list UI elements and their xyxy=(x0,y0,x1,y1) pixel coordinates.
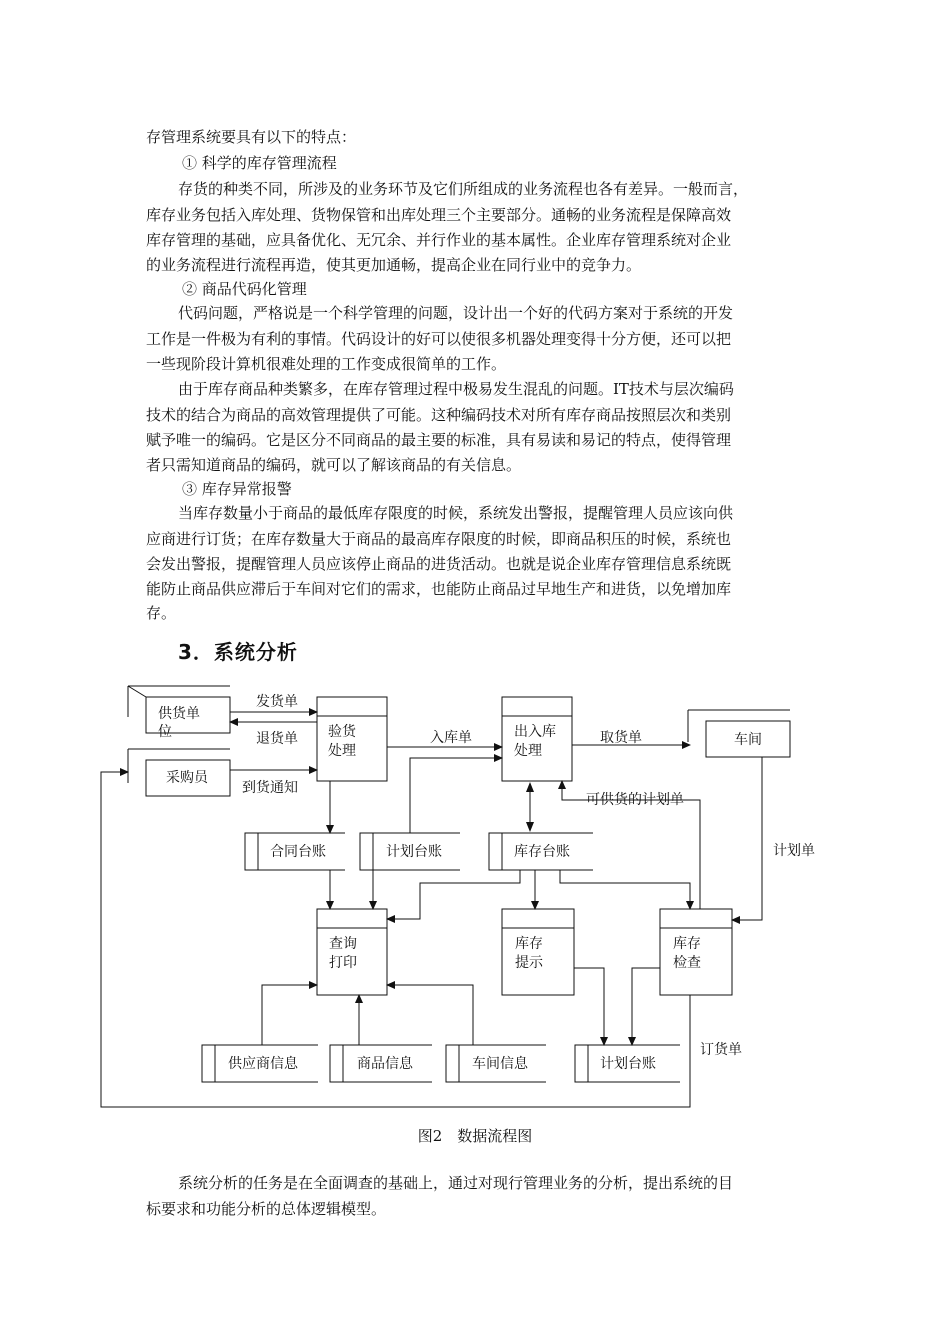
process-stock-check-label-2: 检查 xyxy=(673,955,701,971)
paragraph-line: 会发出警报，提醒管理人员应该停止商品的进货活动。也就是说企业库存管理信息系统既 xyxy=(146,555,732,573)
flow-check-to-ledger xyxy=(632,968,660,1045)
flow-return-label: 退货单 xyxy=(256,731,298,747)
paragraph-line: 应商进行订货；在库存数量大于商品的最高库存限度的时候，即商品积压的时候，系统也 xyxy=(146,530,732,548)
process-inspect-label: 验货 xyxy=(328,724,356,740)
store-stock-ledger-label: 库存台账 xyxy=(514,844,570,860)
flow-inspect-to-contract xyxy=(317,781,330,833)
store-plan-ledger-label: 计划台账 xyxy=(386,844,442,860)
store-plan-ledger-2-label: 计划台账 xyxy=(600,1056,656,1072)
paragraph-line: 当库存数量小于商品的最低库存限度的时候，系统发出警报，提醒管理人员应该向供 xyxy=(178,504,734,522)
process-stock-check xyxy=(660,909,732,995)
subheading-3: ③ 库存异常报警 xyxy=(182,480,292,498)
section-heading: 3．系统分析 xyxy=(178,640,298,664)
paragraph-line: 技术的结合为商品的高效管理提供了可能。这种编码技术对所有库存商品按照层次和类别 xyxy=(146,406,732,424)
paragraph-line: 代码问题，严格说是一个科学管理的问题，设计出一个好的代码方案对于系统的开发 xyxy=(178,304,734,322)
flow-plan-note xyxy=(732,757,762,920)
subheading-1: ① 科学的库存管理流程 xyxy=(182,154,337,172)
paragraph-line: 工作是一件极为有利的事情。代码设计的好可以使很多机器处理变得十分方便，还可以把 xyxy=(146,330,732,348)
flow-stock-to-query xyxy=(387,870,520,919)
entity-workshop-label: 车间 xyxy=(734,732,762,748)
store-workshop-info-label: 车间信息 xyxy=(472,1056,528,1072)
figure-caption: 图2 数据流程图 xyxy=(417,1127,533,1145)
process-inout-label-2: 处理 xyxy=(514,743,542,759)
flow-tip-to-ledger xyxy=(574,968,604,1045)
process-query-label: 查询 xyxy=(329,936,357,952)
process-query-label-2: 打印 xyxy=(329,955,357,971)
closing-paragraph-line: 系统分析的任务是在全面调查的基础上，通过对现行管理业务的分析，提出系统的目 xyxy=(178,1174,734,1192)
flow-plan-note-label: 计划单 xyxy=(773,843,815,859)
paragraph-line: 赋予唯一的编码。它是区分不同商品的最主要的标准，具有易读和易记的特点，使得管理 xyxy=(146,431,732,449)
paragraph-line: 者只需知道商品的编码，就可以了解该商品的有关信息。 xyxy=(146,456,522,474)
flow-workshop-info-to-query xyxy=(387,985,473,1045)
flow-supply-plan-label: 可供货的计划单 xyxy=(586,792,684,808)
paragraph-line: 存。 xyxy=(146,604,177,622)
process-stock-tip-label-2: 提示 xyxy=(515,955,543,971)
store-contract-ledger-label: 合同台账 xyxy=(270,844,326,860)
paragraph-line: 库存业务包括入库处理、货物保管和出库处理三个主要部分。通畅的业务流程是保障高效 xyxy=(146,206,732,224)
flow-arrival-label: 到货通知 xyxy=(242,780,298,796)
entity-buyer-label: 采购员 xyxy=(166,770,208,786)
flow-stock-to-check xyxy=(560,870,690,909)
paragraph-line: 一些现阶段计算机很难处理的工作变成很简单的工作。 xyxy=(146,355,507,373)
paragraph-line: 能防止商品供应滞后于车间对它们的需求，也能防止商品过早地生产和进货，以免增加库 xyxy=(146,580,732,598)
paragraph-line: 由于库存商品种类繁多，在库存管理过程中极易发生混乱的问题。IT技术与层次编码 xyxy=(178,380,734,398)
paragraph-line: 库存管理的基础，应具备优化、无冗余、并行作业的基本属性。企业库存管理系统对企业 xyxy=(146,231,732,249)
subheading-2: ② 商品代码化管理 xyxy=(182,280,307,298)
process-stock-tip-label: 库存 xyxy=(515,936,543,952)
flow-order-note-label: 订货单 xyxy=(700,1042,742,1058)
flow-supplier-info-to-query xyxy=(262,985,317,1045)
process-inout-label: 出入库 xyxy=(514,724,556,740)
store-goods-info-label: 商品信息 xyxy=(357,1056,413,1072)
entity-supplier-label-2: 位 xyxy=(158,724,172,740)
store-supplier-info-label: 供应商信息 xyxy=(228,1056,298,1072)
closing-paragraph-line: 标要求和功能分析的总体逻辑模型。 xyxy=(146,1200,387,1218)
flow-delivery-label: 发货单 xyxy=(256,694,298,710)
flow-pick-label: 取货单 xyxy=(600,730,642,746)
entity-supplier-label: 供货单 xyxy=(158,706,200,722)
paragraph-line: 的业务流程进行流程再造，使其更加通畅，提高企业在同行业中的竞争力。 xyxy=(146,256,642,274)
flow-stock-in-label: 入库单 xyxy=(430,730,472,746)
paragraph-line: 存货的种类不同，所涉及的业务环节及它们所组成的业务流程也各有差异。一般而言， xyxy=(178,180,749,198)
paragraph-line: 存管理系统要具有以下的特点： xyxy=(146,128,357,146)
flow-plan-to-inout xyxy=(410,758,502,833)
process-stock-tip xyxy=(502,909,574,995)
process-query xyxy=(317,909,387,995)
process-inspect-label-2: 处理 xyxy=(328,743,356,759)
process-stock-check-label: 库存 xyxy=(673,936,701,952)
